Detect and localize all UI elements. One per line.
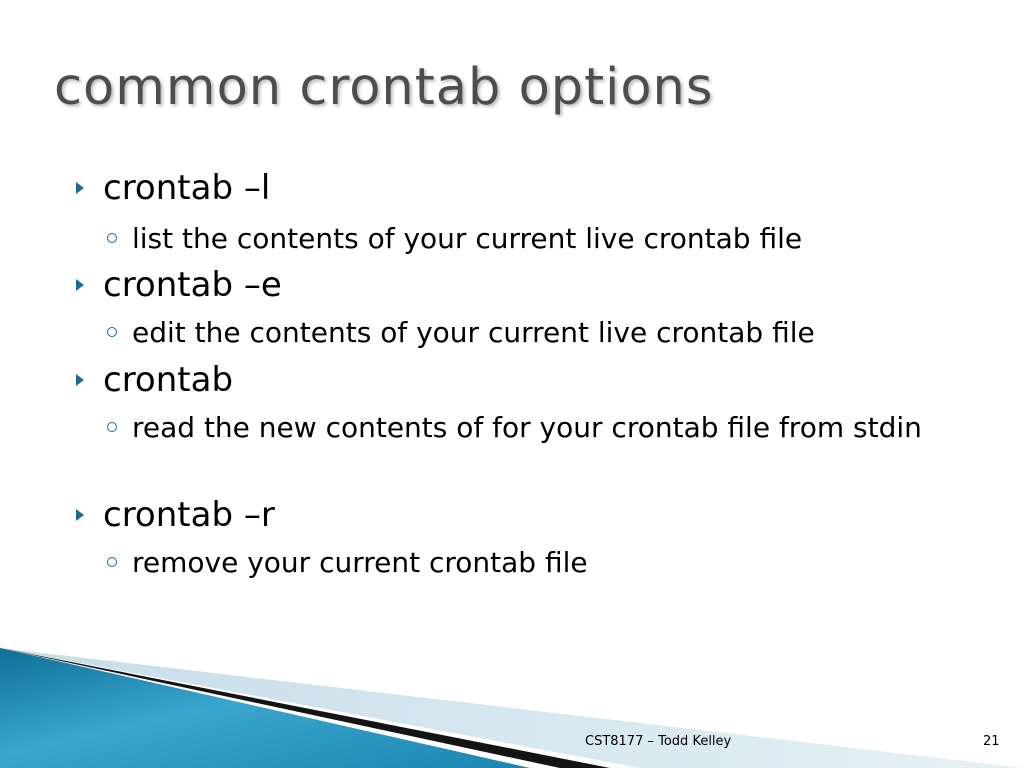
sub-bullet-text: read the new contents of for your crontab file from stdin (132, 411, 922, 444)
slide-title: common crontab options (54, 58, 714, 117)
triangle-right-icon (76, 279, 84, 291)
triangle-right-icon (76, 509, 84, 521)
wave-decoration (0, 640, 1024, 768)
bullet-text: crontab (103, 360, 234, 400)
ring-bullet-icon (107, 422, 117, 432)
footer-course: CST8177 – Todd Kelley (585, 734, 732, 749)
page-number: 21 (983, 734, 1000, 749)
triangle-right-icon (76, 374, 84, 386)
bullet-text: crontab –l (103, 168, 271, 208)
sub-bullet-text: list the contents of your current live crontab file (132, 222, 803, 255)
bullet-text: crontab –e (103, 265, 282, 305)
ring-bullet-icon (107, 327, 117, 337)
ring-bullet-icon (107, 233, 117, 243)
bullet-item (103, 495, 275, 535)
bullet-item (103, 265, 282, 305)
sub-bullet-text: edit the contents of your current live crontab file (132, 316, 815, 349)
bullet-text: crontab –r (103, 495, 275, 535)
sub-bullet-item (132, 409, 972, 447)
sub-bullet-item (132, 220, 972, 258)
ring-bullet-icon (107, 557, 117, 567)
bullet-item (103, 168, 270, 208)
bullet-item (103, 360, 233, 400)
sub-bullet-item (132, 314, 972, 352)
sub-bullet-text: remove your current crontab file (132, 546, 588, 579)
triangle-right-icon (76, 182, 84, 194)
sub-bullet-item (132, 544, 972, 582)
